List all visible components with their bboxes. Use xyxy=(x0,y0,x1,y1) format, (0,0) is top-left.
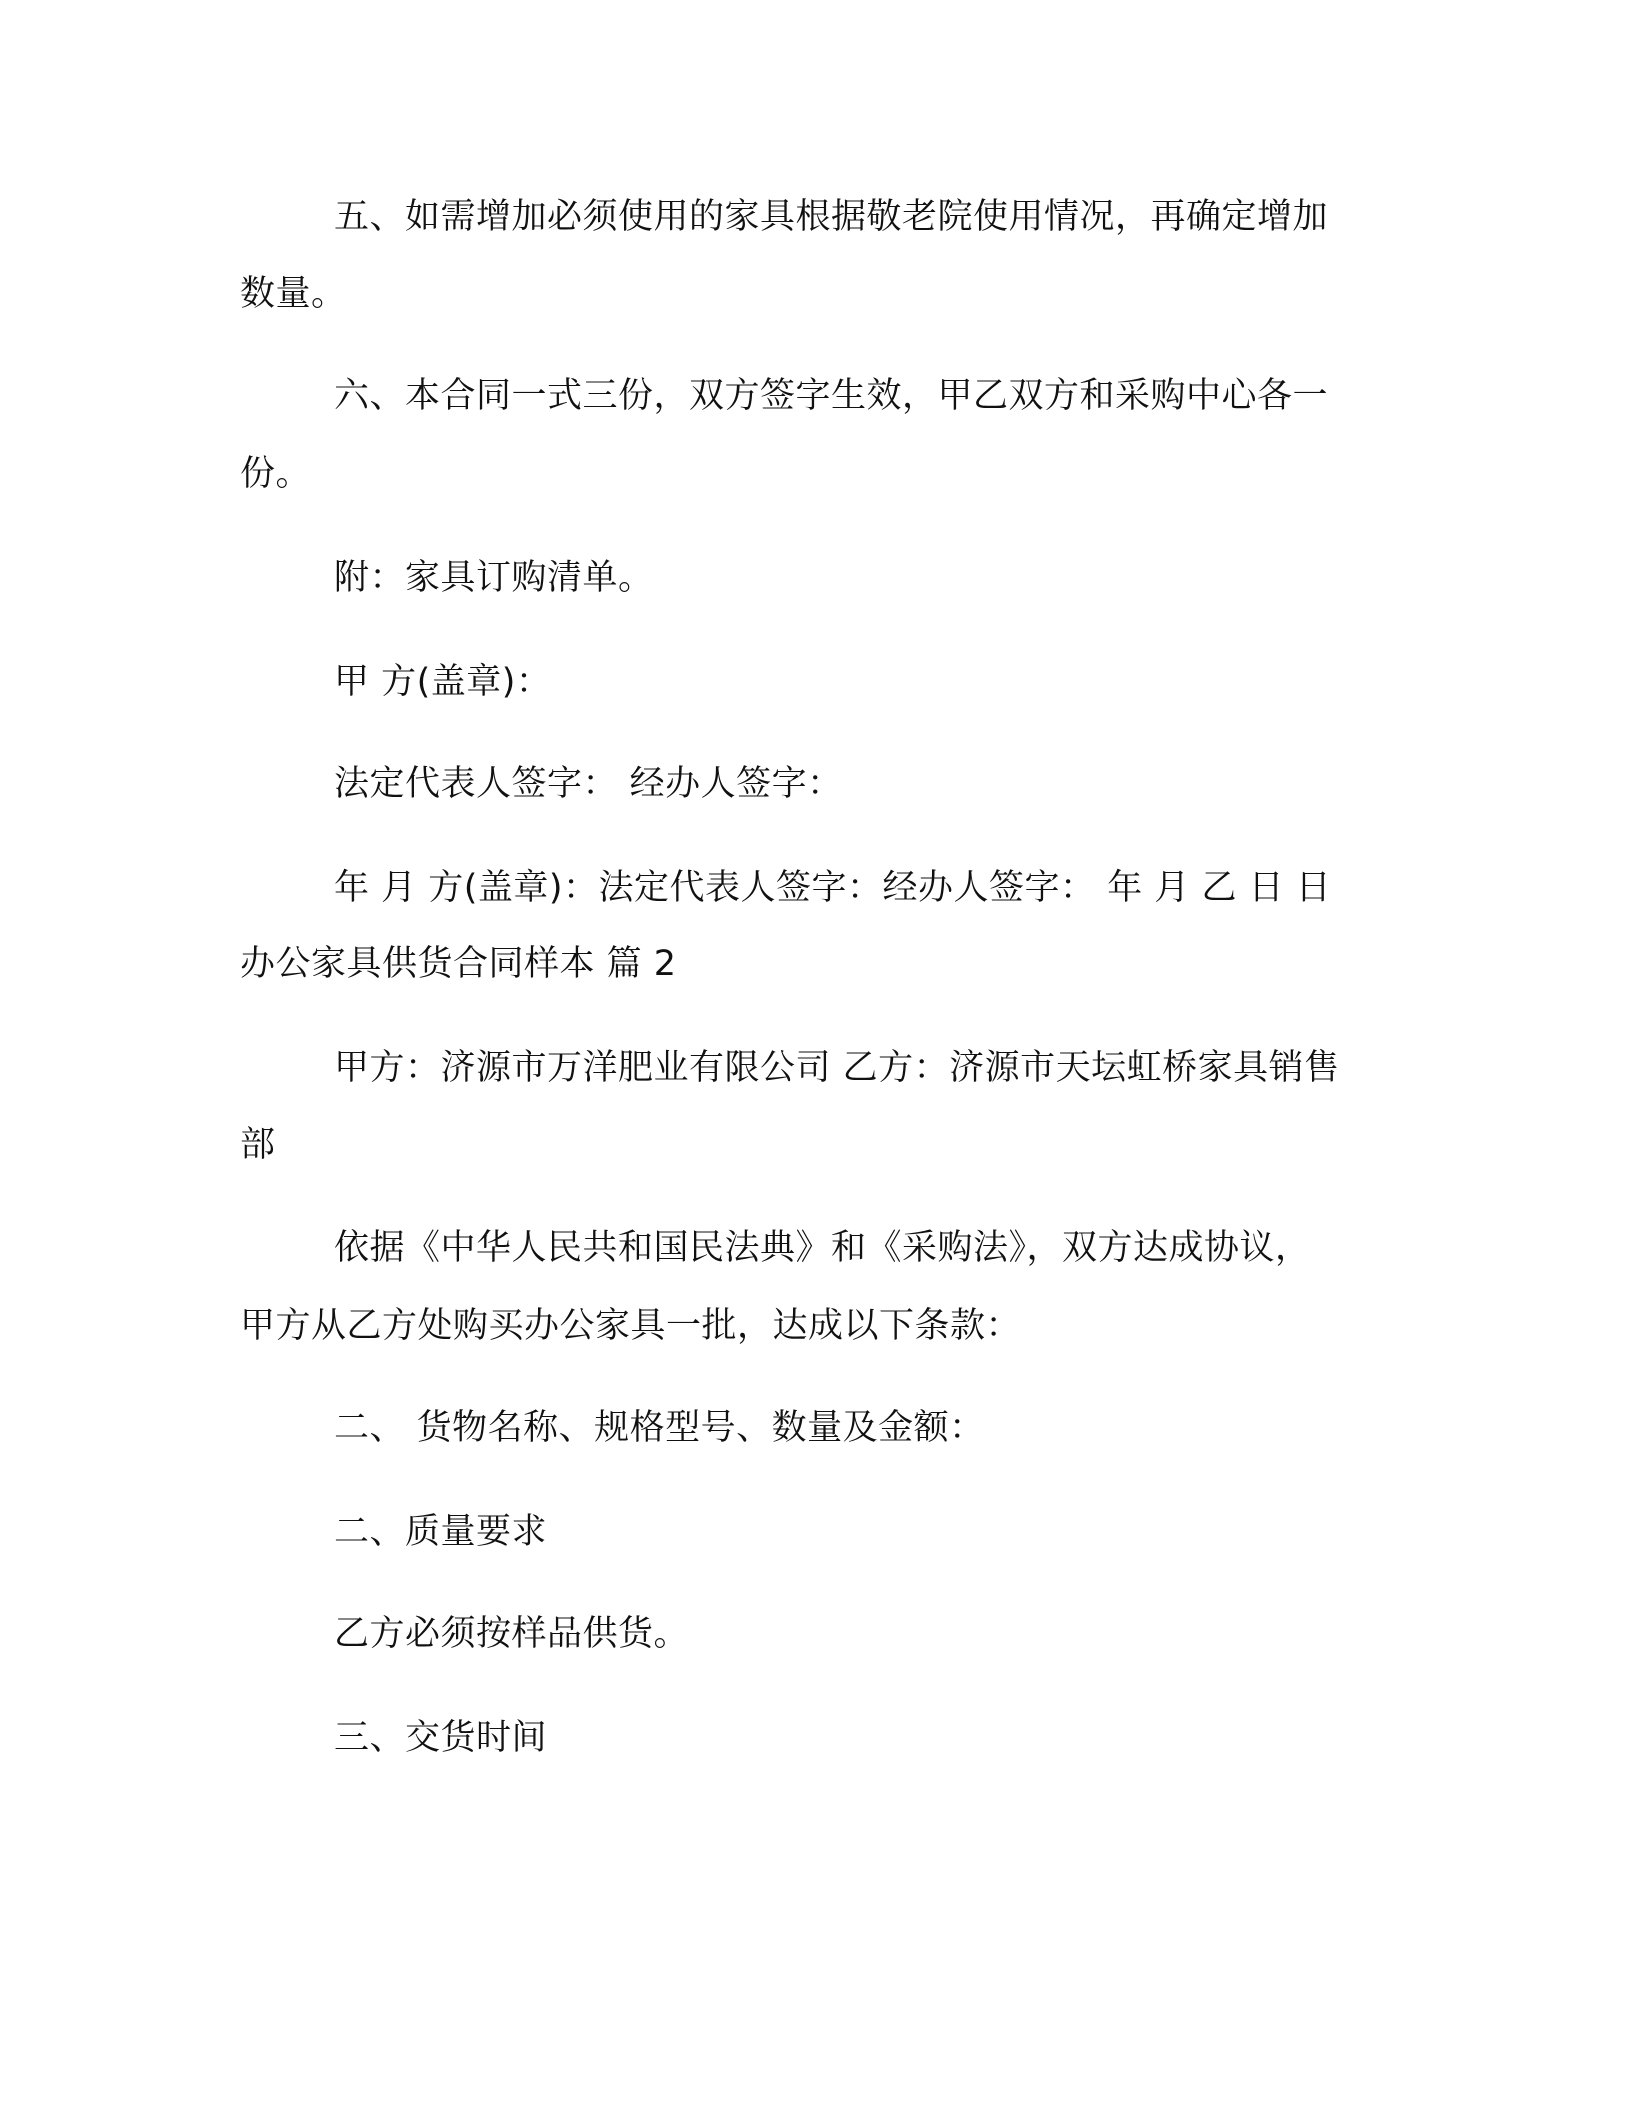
basis-line-1: 依据《中华人民共和国民法典》和《采购法》，双方达成协议， xyxy=(334,1228,1311,1268)
paragraph-five-line-2: 数量。 xyxy=(240,274,347,314)
paragraph-six-line-1: 六、本合同一式三份，双方签字生效，甲乙双方和采购中心各一 xyxy=(334,376,1329,416)
parties-line-2: 部 xyxy=(240,1125,276,1165)
attachment-line: 附：家具订购清单。 xyxy=(334,558,654,598)
parties-line-1: 甲方：济源市万洋肥业有限公司 乙方：济源市天坛虹桥家具销售 xyxy=(334,1048,1340,1088)
section-title: 办公家具供货合同样本 篇 2 xyxy=(240,944,677,984)
paragraph-six-line-2: 份。 xyxy=(240,454,312,494)
sample-line: 乙方必须按样品供货。 xyxy=(334,1614,690,1654)
basis-line-2: 甲方从乙方处购买办公家具一批，达成以下条款： xyxy=(240,1306,1022,1346)
delivery-heading: 三、交货时间 xyxy=(334,1718,548,1758)
signature-line: 法定代表人签字： 经办人签字： xyxy=(334,764,843,804)
paragraph-five-line-1: 五、如需增加必须使用的家具根据敬老院使用情况，再确定增加 xyxy=(334,197,1329,237)
quality-heading: 二、质量要求 xyxy=(334,1512,548,1552)
party-a-seal-line: 甲 方(盖章)： xyxy=(334,662,552,702)
date-signature-line: 年 月 方(盖章)：法定代表人签字：经办人签字： 年 月 乙 日 日 xyxy=(334,868,1332,908)
goods-heading: 二、 货物名称、规格型号、数量及金额： xyxy=(334,1408,985,1448)
